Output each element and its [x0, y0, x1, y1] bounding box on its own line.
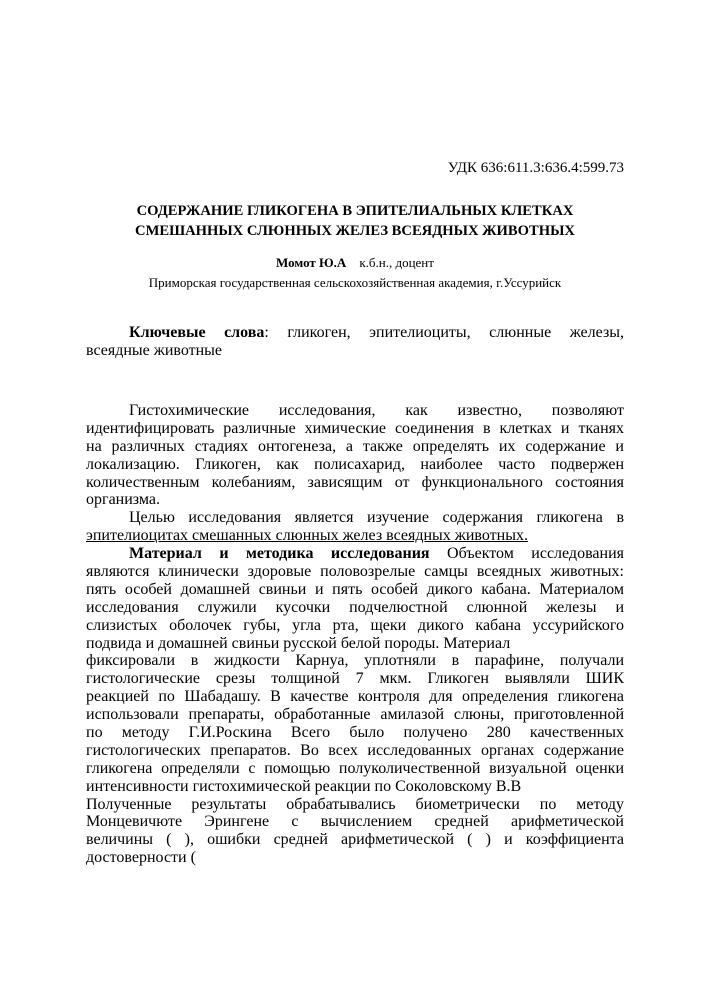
body-line: Полученные результаты обрабатывались биометрически по методу	[86, 795, 624, 813]
keywords-block	[86, 323, 624, 359]
body-line: идентифицировать различные химические соединения в клетках и тканях	[86, 419, 624, 437]
author-line	[86, 255, 624, 271]
article-title	[86, 201, 624, 241]
body-line: гистологические срезы толщиной 7 мкм. Гликоген выявляли ШИК	[86, 670, 624, 688]
title-line-1: СОДЕРЖАНИЕ ГЛИКОГЕНА В ЭПИТЕЛИАЛЬНЫХ КЛЕТКАХ	[136, 203, 574, 219]
body-line: на различных стадиях онтогенеза, а также определять их содержание и	[86, 437, 624, 455]
body-line: являются клинически здоровые половозрелые самцы всеядных животных:	[86, 563, 624, 581]
body-line: слизистых оболочек губы, угла рта, щеки дикого кабана уссурийского	[86, 616, 624, 634]
body-line: Монцевичюте Эрингене с вычислением средней арифметической	[86, 813, 624, 831]
body-line: пять особей домашней свиньи и пять особей дикого кабана. Материалом	[86, 580, 624, 598]
body-line	[86, 545, 624, 563]
author-degree: к.б.н., доцент	[359, 255, 434, 270]
section-heading-rest: Объектом исследования	[429, 545, 624, 563]
keywords-label: Ключевые слова	[129, 324, 265, 341]
body-line: исследования служили кусочки подчелюстной слюнной железы и	[86, 598, 624, 616]
body-line: организма.	[86, 491, 160, 509]
body-line: количественным колебаниям, зависящим от функционального состояния	[86, 473, 624, 491]
keywords-line-2: всеядные животные	[86, 341, 223, 359]
body-line: подвида и домашней свиньи русской белой породы. Материал	[86, 634, 511, 652]
body-line: фиксировали в жидкости Карнуа, уплотняли в парафине, получали	[86, 652, 624, 670]
body-line: Целью исследования является изучение содержания гликогена в	[129, 509, 624, 527]
body-line: Гистохимические исследования, как известно, позволяют	[129, 402, 624, 419]
body-line: гликогена определяли с помощью полуколичественной визуальной оценки	[86, 759, 624, 777]
body-line: использовали препараты, обработанные амилазой слюны, приготовленной	[86, 706, 624, 724]
keywords-text: : гликоген, эпителиоциты, слюнные железы,	[264, 324, 624, 341]
body-line: величины ( ), ошибки средней арифметической ( ) и коэффициента	[86, 831, 624, 849]
keywords-line-1	[86, 323, 624, 341]
affiliation: Приморская государственная сельскохозяйственная академия, г.Уссурийск	[148, 275, 562, 290]
article-body	[86, 402, 624, 867]
body-line: гистологических препаратов. Во всех исследованных органах содержание	[86, 741, 624, 759]
body-line: эпителиоцитах смешанных слюнных желез всеядных животных.	[86, 527, 528, 545]
body-line: локализацию. Гликоген, как полисахарид, наиболее часто подвержен	[86, 455, 624, 473]
udk-code: УДК 636:611.3:636.4:599.73	[447, 160, 624, 176]
body-line: интенсивности гистохимической реакции по Соколовскому В.В	[86, 777, 522, 795]
section-heading: Материал и методика исследования	[129, 545, 430, 563]
body-line: достоверности (	[86, 849, 196, 867]
body-line: реакцией по Шабадашу. В качестве контроля для определения гликогена	[86, 688, 624, 706]
body-line: по методу Г.И.Роскина Всего было получено 280 качественных	[86, 724, 624, 742]
title-line-2: СМЕШАННЫХ СЛЮННЫХ ЖЕЛЕЗ ВСЕЯДНЫХ ЖИВОТНЫХ	[135, 223, 575, 239]
author-name: Момот Ю.А	[276, 255, 347, 270]
